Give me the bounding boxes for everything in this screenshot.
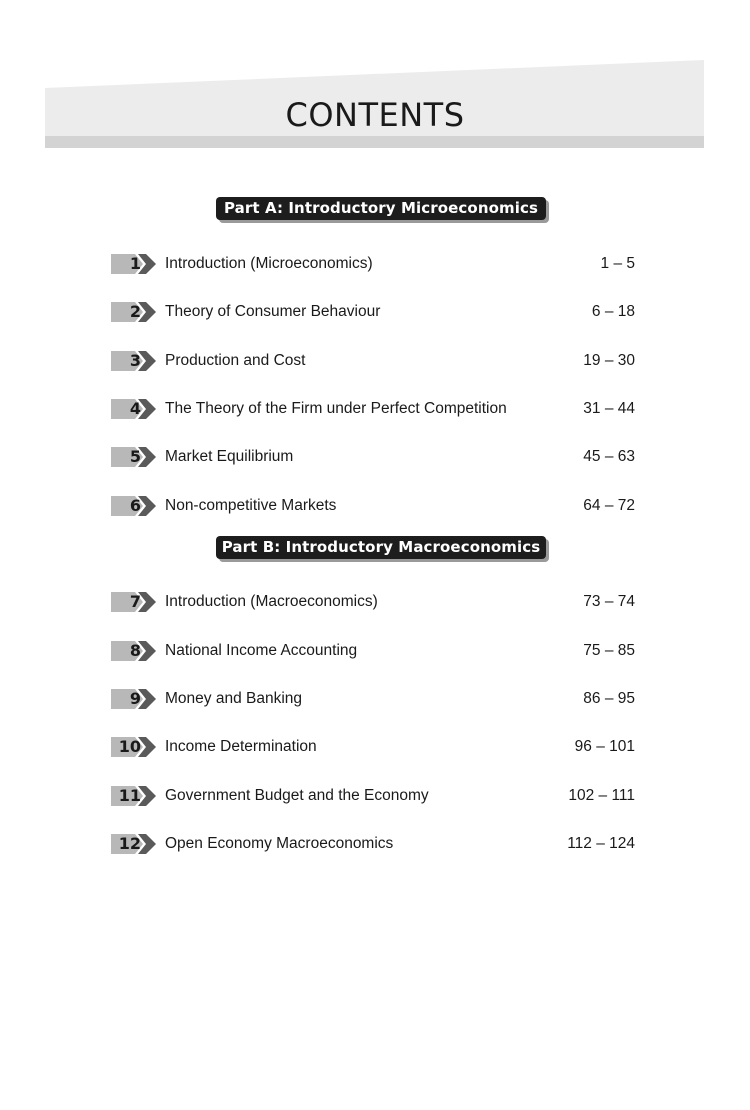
page-range: 102 – 111 [568,787,635,804]
page-range: 86 – 95 [583,690,635,707]
chapter-number: 4 [129,399,141,418]
chapter-title: Market Equilibrium [165,448,294,465]
toc-entry-7[interactable] [111,589,635,615]
toc-entry-12[interactable] [111,831,635,857]
chapter-title: Introduction (Microeconomics) [165,255,373,272]
chapter-title: Theory of Consumer Behaviour [165,303,381,320]
toc-entry-3[interactable] [111,348,635,374]
chapter-number: 12 [118,834,141,853]
chapter-number: 7 [129,592,141,611]
toc-entry-9[interactable] [111,686,635,712]
toc-entry-2[interactable] [111,299,635,325]
chapter-title: The Theory of the Firm under Perfect Competition [165,400,507,417]
chapter-number: 6 [129,496,141,515]
chapter-title: Money and Banking [165,690,303,707]
toc-entry-10[interactable] [111,734,635,760]
chapter-number: 8 [129,641,141,660]
page-range: 64 – 72 [583,497,635,514]
chapter-number: 11 [118,786,141,805]
toc-entry-6[interactable] [111,493,635,519]
chapter-number: 1 [129,254,141,273]
part-a-heading: Part A: Introductory Microeconomics [216,197,546,220]
page-range: 31 – 44 [583,400,635,417]
toc-entry-5[interactable] [111,444,635,470]
banner-shape [0,0,750,160]
page-range: 96 – 101 [574,738,635,755]
chapter-title: Income Determination [165,738,317,755]
chapter-number: 5 [129,447,141,466]
toc-entry-1[interactable] [111,251,635,277]
chapter-number: 9 [129,689,141,708]
chapter-title: National Income Accounting [165,642,358,659]
page-range: 73 – 74 [583,593,635,610]
chapter-number: 3 [129,351,141,370]
page-range: 75 – 85 [583,642,635,659]
toc-entry-11[interactable] [111,783,635,809]
page-range: 6 – 18 [591,303,635,320]
chapter-title: Introduction (Macroeconomics) [165,593,378,610]
header-banner [0,0,750,160]
page-range: 1 – 5 [600,255,635,272]
chapter-title: Government Budget and the Economy [165,787,429,804]
chapter-number: 10 [118,737,141,756]
page-range: 19 – 30 [583,352,635,369]
part-b-heading: Part B: Introductory Macroeconomics [216,536,546,559]
chapter-number: 2 [129,302,141,321]
toc-entry-4[interactable] [111,396,635,422]
page-title: CONTENTS [285,96,465,134]
page-range: 112 – 124 [567,835,635,852]
chapter-title: Open Economy Macroeconomics [165,835,394,852]
chapter-title: Non-competitive Markets [165,497,337,514]
toc-entry-8[interactable] [111,638,635,664]
page-range: 45 – 63 [583,448,635,465]
chapter-title: Production and Cost [165,352,306,369]
